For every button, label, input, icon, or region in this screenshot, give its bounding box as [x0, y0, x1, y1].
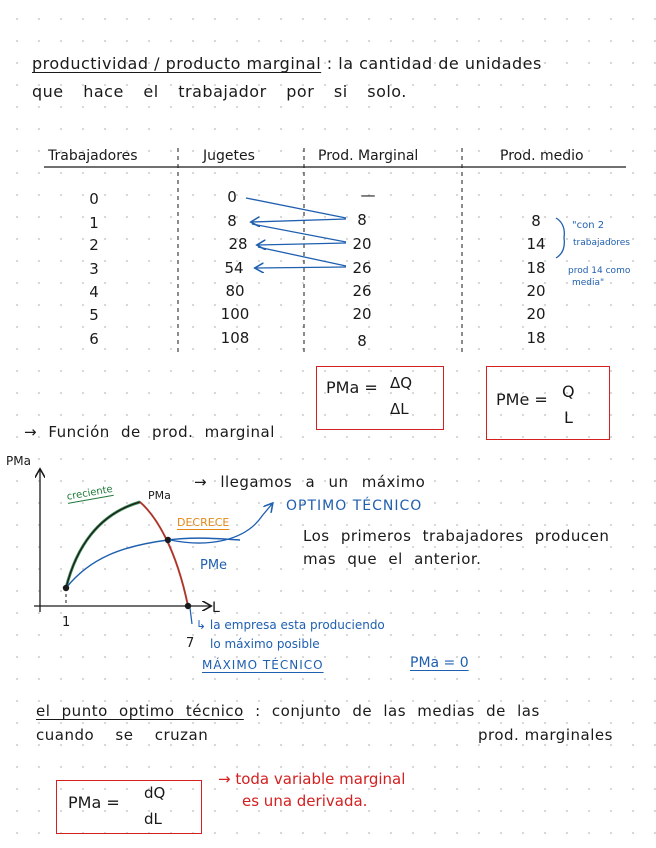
intro-term: productividad / producto marginal	[32, 54, 322, 73]
note-optimo-tecnico: OPTIMO TÉCNICO	[286, 498, 423, 514]
graph-point-start	[63, 585, 69, 591]
derivative-lhs: PMa =	[68, 793, 120, 812]
table-note-4: media"	[572, 278, 605, 288]
cell-med-1: 8	[531, 212, 541, 230]
table-header-medio: Prod. medio	[500, 148, 584, 164]
derivative-note-2: es una derivada.	[242, 792, 368, 810]
cell-mar-1: 8	[357, 211, 367, 229]
diff-arrow-1-back	[252, 219, 346, 222]
maximo-tecnico-arrow	[190, 608, 192, 624]
conclusion-term: el punto optimo técnico	[36, 702, 244, 720]
cell-trab-0: 0	[89, 190, 99, 208]
cell-med-4: 20	[526, 282, 546, 300]
derivative-note-1: → toda variable marginal	[218, 770, 406, 788]
cell-med-2: 14	[526, 235, 546, 253]
conclusion-line-2-right: prod. marginales	[478, 726, 613, 744]
cell-mar-4: 26	[352, 282, 372, 300]
intro-line-2: que hace el trabajador por si solo.	[32, 82, 407, 101]
cell-mar-6: 8	[357, 332, 367, 350]
pma-formula-num: ΔQ	[390, 374, 413, 392]
pme-formula-num: Q	[562, 382, 575, 401]
note-empresa-2: lo máximo posible	[210, 637, 320, 651]
pme-formula-lhs: PMe =	[496, 390, 548, 409]
optimo-arrow	[170, 504, 272, 543]
cell-med-5: 20	[526, 305, 546, 323]
table-header-jugetes: Jugetes	[203, 148, 255, 164]
cell-jug-4: 80	[225, 282, 245, 300]
cell-jug-5: 100	[220, 305, 250, 323]
diff-arrow-1-2	[252, 224, 346, 242]
graph-x-tick: 1	[62, 615, 71, 630]
graph-x-axis-label: L	[212, 600, 220, 616]
table-header-marginal: Prod. Marginal	[318, 148, 419, 164]
conclusion-definition: : conjunto de las medias de las	[255, 702, 540, 720]
cell-med-3: 18	[526, 259, 546, 277]
pma-formula-den: ΔL	[390, 400, 409, 418]
table-header-trabajadores: Trabajadores	[48, 148, 138, 164]
cell-med-6: 18	[526, 329, 546, 347]
cell-jug-0: 0	[227, 188, 237, 206]
cell-trab-6: 6	[89, 330, 99, 348]
note-pma-zero: PMa = 0	[410, 655, 469, 671]
graph-heading: → Función de prod. marginal	[24, 423, 275, 441]
intro-definition: : la cantidad de unidades	[326, 54, 542, 73]
pma-formula-lhs: PMa =	[326, 378, 378, 397]
pme-formula-den: L	[564, 408, 573, 427]
conclusion-line-2-left: cuando se cruzan	[36, 726, 209, 744]
cell-jug-2: 28	[228, 235, 248, 253]
table-note-2: trabajadores	[573, 238, 630, 248]
cell-trab-5: 5	[89, 306, 99, 324]
cell-mar-0: —	[360, 186, 376, 204]
cell-trab-2: 2	[89, 236, 99, 254]
diff-arrow-2-3	[258, 247, 346, 266]
cell-jug-3: 54	[224, 259, 244, 277]
cell-trab-4: 4	[89, 283, 99, 301]
table-note-brace	[556, 218, 564, 258]
cell-mar-3: 26	[352, 259, 372, 277]
diff-arrow-2-back	[258, 243, 346, 245]
note-arrow-seven: 7	[186, 636, 195, 651]
cell-jug-1: 8	[227, 212, 237, 230]
note-empresa-1: ↳ la empresa esta produciendo	[196, 618, 385, 632]
pma-curve-decrece	[140, 502, 188, 606]
table-note-1: "con 2	[572, 220, 605, 231]
note-primeros-2: mas que el anterior.	[303, 550, 482, 568]
cell-trab-3: 3	[89, 260, 99, 278]
label-pma-curve: PMa	[148, 489, 171, 502]
note-primeros-1: Los primeros trabajadores producen	[303, 527, 610, 545]
note-maximo: → llegamos a un máximo	[194, 473, 426, 491]
pma-curve-black	[66, 502, 188, 606]
label-creciente: creciente	[66, 483, 114, 503]
derivative-num: dQ	[144, 784, 166, 802]
pme-curve	[66, 538, 240, 588]
note-maximo-tecnico: MÁXIMO TÉCNICO	[202, 658, 324, 672]
graph-y-axis-label: PMa	[6, 454, 31, 468]
label-decrece: DECRECE	[177, 516, 230, 529]
label-pme-curve: PMe	[200, 558, 228, 573]
table-note-3: prod 14 como	[568, 266, 631, 276]
cell-mar-2: 20	[352, 235, 372, 253]
derivative-den: dL	[144, 810, 162, 828]
cell-trab-1: 1	[89, 214, 99, 232]
diff-arrow-0-1	[246, 198, 346, 218]
diff-arrow-3-back	[256, 267, 346, 268]
cell-mar-5: 20	[352, 305, 372, 323]
cell-jug-6: 108	[220, 329, 250, 347]
